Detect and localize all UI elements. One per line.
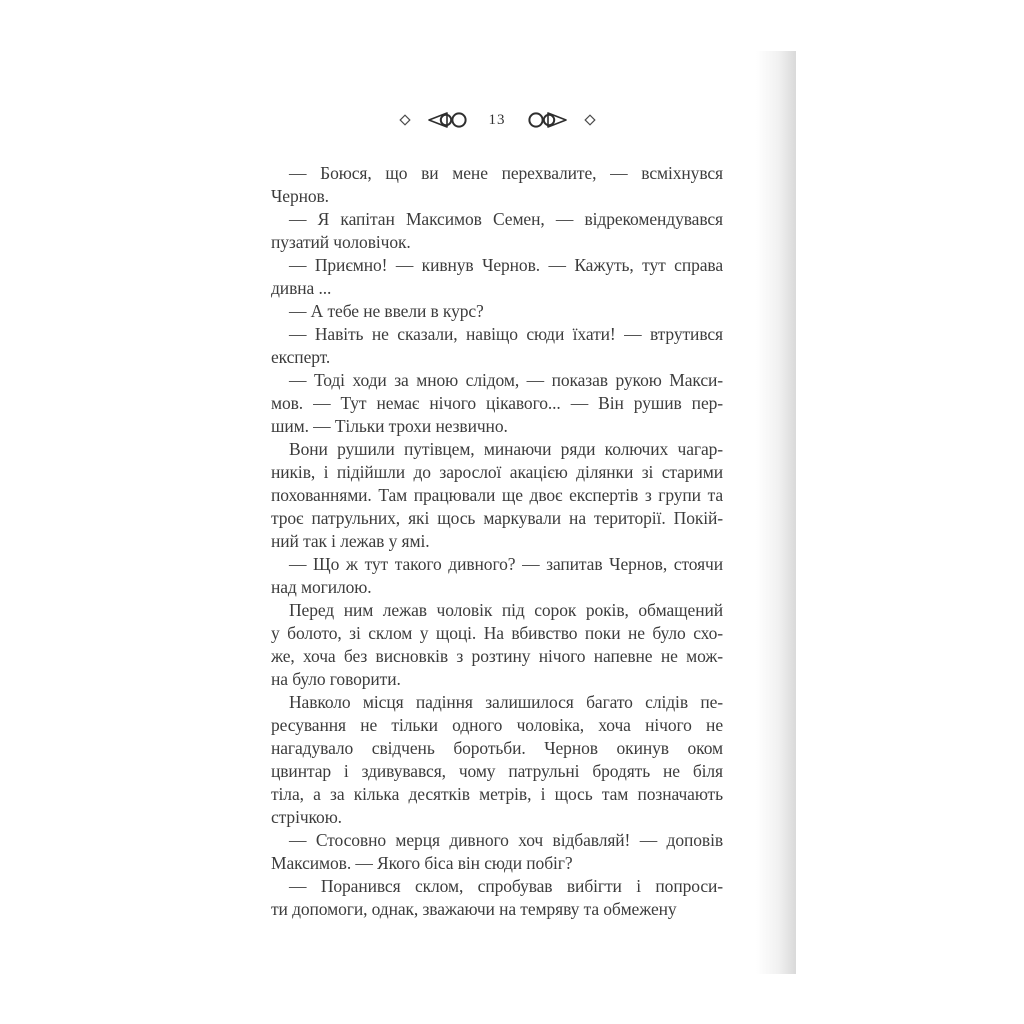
text-line: Чернов. — [271, 186, 329, 206]
text-line: дивна ... — [271, 278, 332, 298]
paragraph — [271, 323, 723, 369]
flourish-left-icon — [313, 107, 471, 133]
text-block — [271, 162, 723, 921]
text-line: цвинтар і здивувався, чому патрульні бродять не біля — [271, 761, 723, 781]
text-line: — Що ж тут такого дивного? — запитав Чернов, стоячи — [289, 554, 723, 574]
header-ornament — [271, 105, 723, 135]
paragraph — [271, 691, 723, 829]
text-line: — Я капітан Максимов Семен, — відрекомендувався — [289, 209, 723, 229]
text-line: Навколо місця падіння залишилося багато слідів пе- — [289, 692, 723, 712]
paragraph — [271, 300, 723, 323]
text-line: — Стосовно мерця дивного хоч відбавляй! — доповів — [289, 830, 723, 850]
text-line: Максимов. — Якого біса він сюди побіг? — [271, 853, 573, 873]
text-line: Вони рушили путівцем, минаючи ряди колючих чагар- — [289, 439, 723, 459]
paragraph — [271, 369, 723, 438]
text-line: — Тоді ходи за мною слідом, — показав рукою Макси- — [289, 370, 723, 390]
text-line: — Навіть не сказали, навіщо сюди їхати! — втрутився — [289, 324, 723, 344]
text-line: пузатий чоловічок. — [271, 232, 411, 252]
text-line: — А тебе не ввели в курс? — [289, 301, 484, 321]
paragraph — [271, 208, 723, 254]
text-line: шим. — Тільки трохи незвично. — [271, 416, 508, 436]
text-line: ників, і підійшли до зарослої акацією ділянки зі старими — [271, 462, 723, 482]
text-line: над могилою. — [271, 577, 372, 597]
text-line: тіла, а за кілька десятків метрів, і щось там позначають — [271, 784, 723, 804]
text-line: експерт. — [271, 347, 331, 367]
text-line: ти допомоги, однак, зважаючи на темряву та обмежену — [271, 899, 677, 919]
text-line: же, хоча без висновків з розтину нічого напевне не мож- — [271, 646, 723, 666]
text-line: ресування не тільки одного чоловіка, хоча нічого не — [271, 715, 723, 735]
text-line: — Приємно! — кивнув Чернов. — Кажуть, тут справа — [289, 255, 723, 275]
text-line: нагадувало свідчень боротьби. Чернов окинув оком — [271, 738, 723, 758]
text-line: похованнями. Там працювали ще двоє експертів з групи та — [271, 485, 723, 505]
text-line: стрічкою. — [271, 807, 342, 827]
page-number: 13 — [488, 111, 506, 128]
paragraph — [271, 162, 723, 208]
paragraph — [271, 829, 723, 875]
text-line: мов. — Тут немає нічого цікавого... — Він рушив пер- — [271, 393, 723, 413]
paragraph — [271, 599, 723, 691]
paragraph — [271, 254, 723, 300]
paragraph — [271, 438, 723, 553]
page-edge-shadow — [756, 51, 796, 974]
text-line: у болото, зі склом у щоці. На вбивство поки не було схо- — [271, 623, 723, 643]
paragraph — [271, 553, 723, 599]
flourish-right-icon — [524, 107, 682, 133]
text-line: на було говорити. — [271, 669, 401, 689]
text-line: троє патрульних, які щось маркували на території. Покій- — [271, 508, 723, 528]
text-line: — Боюся, що ви мене перехвалите, — всміхнувся — [289, 163, 723, 183]
text-line: ний так і лежав у ямі. — [271, 531, 430, 551]
paragraph — [271, 875, 723, 921]
text-line: — Поранився склом, спробував вибігти і попроси- — [289, 876, 723, 896]
text-line: Перед ним лежав чоловік під сорок років, обмащений — [289, 600, 723, 620]
